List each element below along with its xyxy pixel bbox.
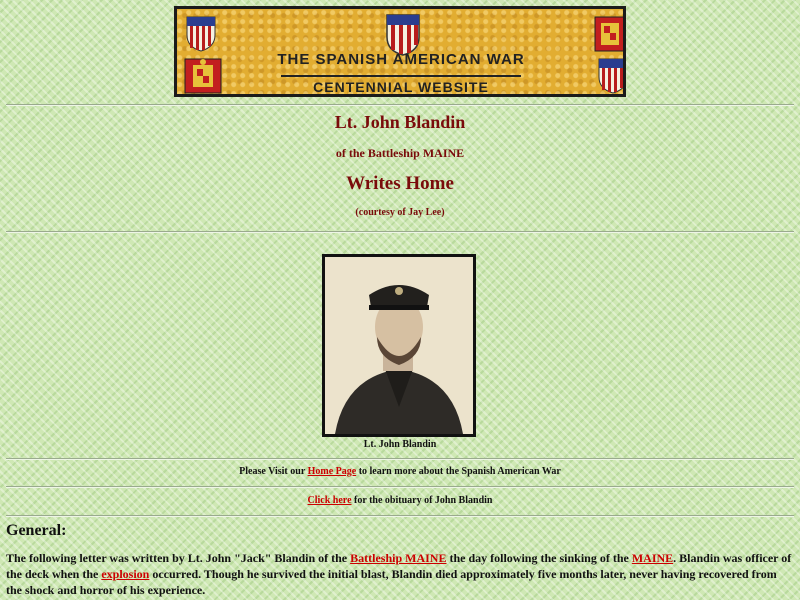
us-shield-icon [185,15,217,53]
page-heading: Writes Home [346,173,454,194]
obituary-line [0,495,800,506]
portrait-caption: Lt. John Blandin [363,439,437,450]
divider [6,486,794,488]
visit-text-before: Please Visit our [239,466,308,477]
divider [6,104,794,106]
paragraph-text: the day following the sinking of the [446,551,632,565]
general-heading: General: [6,522,67,539]
explosion-link[interactable]: explosion [101,567,150,581]
spain-crest-icon [183,57,223,95]
divider [6,231,794,233]
page-title: Lt. John Blandin [334,112,466,132]
banner-title: THE SPANISH AMERICAN WAR [277,51,525,68]
visit-text-after: to learn more about the Spanish American War [356,466,561,477]
divider [6,515,794,517]
paragraph-text: occurred. Though he survived the initial blast, Blandin died approximately five months later, never having recovered from the shock and horror of his experience. [6,567,777,597]
general-paragraph [6,550,794,598]
home-page-link[interactable]: Home Page [307,466,357,477]
banner-subtitle: CENTENNIAL WEBSITE [281,75,521,97]
paragraph-text: The following letter was written by Lt. John "Jack" Blandin of the [6,551,351,565]
divider [6,458,794,460]
battleship-maine-link[interactable]: Battleship MAINE [350,551,447,565]
obituary-link[interactable]: Click here [307,495,352,506]
us-shield-icon [597,57,626,95]
paragraph-text: . Blandin was officer of the deck when the [6,551,792,581]
maine-link[interactable]: MAINE [631,551,674,565]
obituary-text: for the obituary of John Blandin [351,495,493,506]
credit-line: (courtesy of Jay Lee) [355,207,445,218]
page-subtitle: of the Battleship MAINE [335,146,465,160]
portrait-image [322,254,476,437]
spain-crest-icon [593,13,626,53]
site-banner [174,6,626,97]
visit-line [0,466,800,477]
